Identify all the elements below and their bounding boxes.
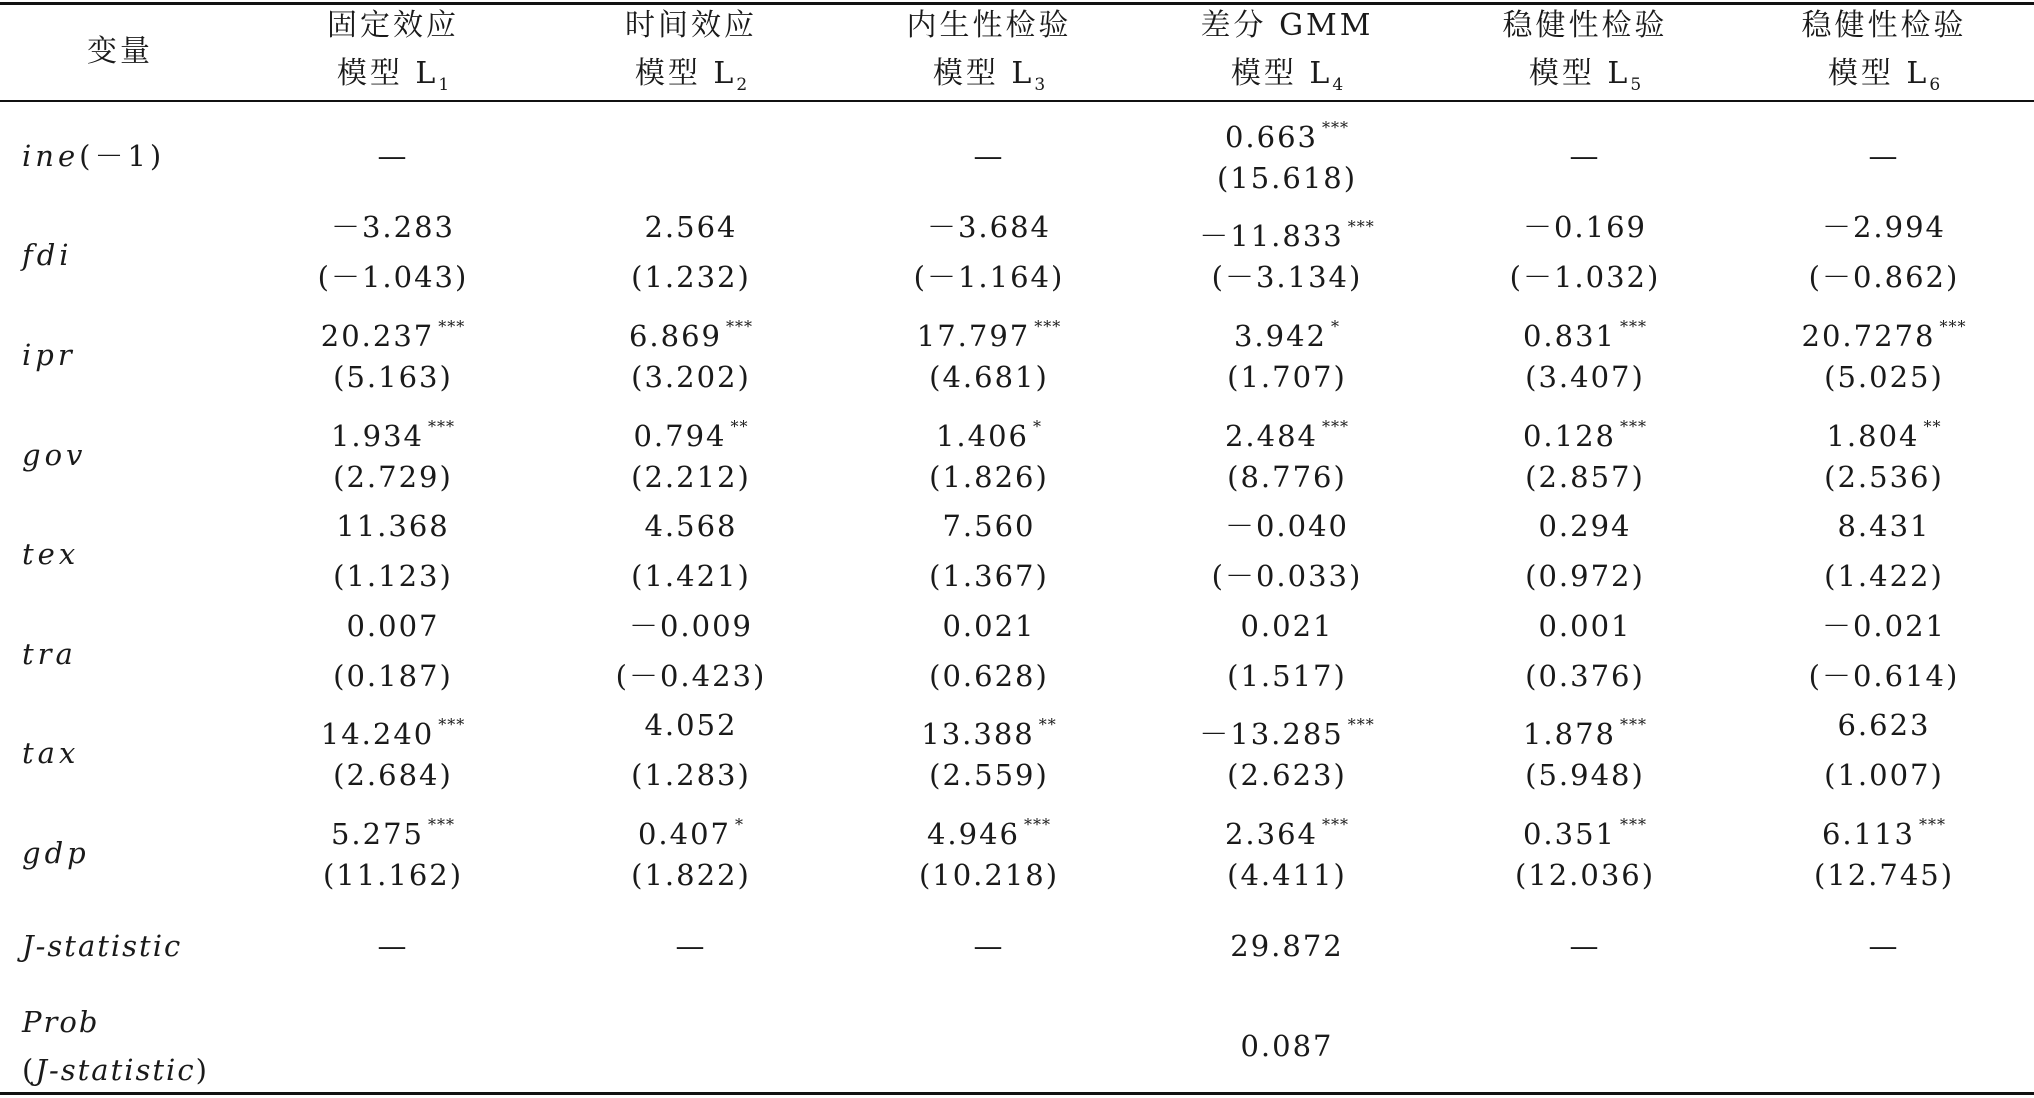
- coefficient-cell: [844, 138, 1134, 174]
- header-col-title: 时间效应: [625, 8, 757, 43]
- coefficient-cell: [1142, 608, 1432, 644]
- coefficient-value: 11.368: [336, 509, 450, 543]
- coefficient-value: 5.275: [330, 817, 425, 851]
- t-statistic-cell: (0.628): [929, 659, 1049, 693]
- coefficient-cell: [1142, 707, 1432, 752]
- coefficient-cell: [546, 409, 836, 454]
- coefficient-cell: [1739, 807, 2029, 852]
- t-statistic-cell: (－0.423): [615, 659, 767, 693]
- coefficient-cell: [844, 608, 1134, 644]
- coefficient-cell: [844, 409, 1134, 454]
- t-statistic-cell: (1.826): [929, 460, 1049, 494]
- prob-paren-open: (: [22, 1053, 36, 1087]
- coefficient-value: －3.684: [926, 210, 1052, 244]
- j-statistic-value: —: [973, 929, 1005, 963]
- coefficient-cell: [1440, 508, 1730, 544]
- coefficient-value: －0.009: [628, 609, 754, 643]
- significance-stars: ***: [726, 317, 754, 336]
- coefficient-value: 1.878: [1522, 717, 1617, 751]
- significance-stars: **: [1923, 417, 1942, 436]
- significance-stars: ***: [428, 417, 456, 436]
- row-variable-label: [22, 437, 86, 473]
- coefficient-cell: [546, 209, 836, 245]
- t-statistic-cell: (1.707): [1227, 360, 1347, 394]
- coefficient-cell: [844, 209, 1134, 245]
- coefficient-value: 0.128: [1522, 419, 1617, 453]
- coefficient-value: 6.869: [628, 319, 723, 353]
- t-statistic-cell: (－1.043): [317, 260, 469, 294]
- coefficient-cell: [1440, 707, 1730, 752]
- variable-name: gdp: [22, 836, 90, 870]
- coefficient-value: 3.942: [1233, 319, 1328, 353]
- coefficient-cell: [844, 807, 1134, 852]
- variable-name: tex: [22, 537, 80, 571]
- header-model-text: 模型 L: [1230, 56, 1333, 91]
- coefficient-value: －3.283: [330, 210, 456, 244]
- significance-stars: ***: [1620, 417, 1648, 436]
- coefficient-value: 0.794: [633, 419, 727, 453]
- t-statistic-cell: (2.857): [1525, 460, 1645, 494]
- coefficient-value: －2.994: [1821, 210, 1947, 244]
- t-statistic-cell: (2.729): [333, 460, 453, 494]
- t-statistic-cell: (10.218): [918, 858, 1060, 892]
- prob-paren-close: ): [195, 1053, 209, 1087]
- table-top-rule: [0, 2, 2034, 5]
- significance-stars: ***: [1620, 815, 1648, 834]
- significance-stars: **: [1038, 715, 1057, 734]
- row-variable-label: [22, 536, 79, 572]
- coefficient-cell: [1739, 608, 2029, 644]
- significance-stars: ***: [438, 715, 466, 734]
- coefficient-cell: [1142, 209, 1432, 254]
- row-variable-label: [22, 735, 79, 771]
- coefficient-cell: [248, 409, 538, 454]
- t-statistic-cell: (11.162): [322, 858, 464, 892]
- row-variable-label: [22, 835, 90, 871]
- t-statistic-cell: (5.948): [1525, 758, 1645, 792]
- coefficient-value: －0.021: [1821, 609, 1947, 643]
- header-col-model: [1142, 54, 1432, 105]
- significance-stars: ***: [1322, 417, 1350, 436]
- prob-value: 0.087: [1240, 1029, 1334, 1063]
- t-statistic-cell: (1.007): [1824, 758, 1944, 792]
- coefficient-cell: [1142, 309, 1432, 354]
- t-statistic-cell: (1.421): [631, 559, 751, 593]
- t-statistic-cell: (0.972): [1525, 559, 1645, 593]
- coefficient-cell: [1440, 608, 1730, 644]
- header-model-subscript: 6: [1929, 75, 1941, 95]
- coefficient-cell: [546, 309, 836, 354]
- t-statistic-cell: (－0.862): [1808, 260, 1960, 294]
- t-statistic-cell: (3.202): [631, 360, 751, 394]
- t-statistic-cell: (1.517): [1227, 659, 1347, 693]
- coefficient-value: —: [973, 139, 1005, 173]
- coefficient-cell: [248, 807, 538, 852]
- coefficient-value: 2.564: [644, 210, 738, 244]
- t-statistic-cell: (12.036): [1514, 858, 1656, 892]
- coefficient-cell: [1440, 138, 1730, 174]
- significance-stars: *: [1331, 317, 1341, 336]
- header-col-title: 差分 GMM: [1200, 8, 1374, 43]
- coefficient-value: 7.560: [942, 509, 1036, 543]
- coefficient-value: —: [1569, 139, 1601, 173]
- t-statistic-cell: (12.745): [1813, 858, 1955, 892]
- header-col-model: [1739, 54, 2029, 105]
- coefficient-cell: [1142, 807, 1432, 852]
- significance-stars: ***: [1034, 317, 1062, 336]
- coefficient-cell: [1440, 807, 1730, 852]
- significance-stars: ***: [1322, 118, 1350, 137]
- significance-stars: ***: [428, 815, 456, 834]
- coefficient-cell: [844, 707, 1134, 752]
- t-statistic-cell: (1.123): [333, 559, 453, 593]
- coefficient-value: 20.7278: [1801, 319, 1936, 353]
- coefficient-value: 0.021: [1240, 609, 1334, 643]
- header-model-subscript: 3: [1034, 75, 1046, 95]
- header-model-text: 模型 L: [336, 56, 439, 91]
- variable-name: ipr: [22, 338, 76, 372]
- t-statistic-cell: (4.411): [1227, 858, 1347, 892]
- coefficient-value: —: [377, 139, 409, 173]
- significance-stars: ***: [1620, 715, 1648, 734]
- j-statistic-value: —: [1569, 929, 1601, 963]
- header-col-model: [844, 54, 1134, 105]
- t-statistic-cell: (1.232): [631, 260, 751, 294]
- variable-name: fdi: [22, 238, 73, 272]
- significance-stars: ***: [1620, 317, 1648, 336]
- coefficient-cell: [248, 209, 538, 245]
- t-statistic-cell: (2.684): [333, 758, 453, 792]
- coefficient-value: －0.169: [1522, 210, 1648, 244]
- coefficient-value: 8.431: [1837, 509, 1931, 543]
- coefficient-cell: [1739, 209, 2029, 245]
- prob-label: Prob: [22, 1005, 100, 1039]
- coefficient-value: 2.364: [1224, 817, 1319, 851]
- t-statistic-cell: (－1.032): [1509, 260, 1661, 294]
- header-model-text: 模型 L: [634, 56, 737, 91]
- header-variable-label: 变量: [87, 34, 153, 69]
- j-statistic-value: —: [675, 929, 707, 963]
- coefficient-cell: [1739, 138, 2029, 174]
- coefficient-cell: [546, 807, 836, 852]
- coefficient-value: 0.351: [1522, 817, 1617, 851]
- coefficient-value: 2.484: [1224, 419, 1319, 453]
- coefficient-value: 14.240: [320, 717, 435, 751]
- coefficient-value: 6.113: [1821, 817, 1916, 851]
- coefficient-cell: [1739, 409, 2029, 454]
- coefficient-value: －11.833: [1199, 219, 1344, 253]
- header-model-subscript: 5: [1630, 75, 1642, 95]
- significance-stars: ***: [1024, 815, 1052, 834]
- prob-label-sub: [22, 1052, 209, 1088]
- coefficient-cell: [844, 508, 1134, 544]
- prob-j-statistic: J-statistic: [35, 1053, 196, 1087]
- t-statistic-cell: (2.559): [929, 758, 1049, 792]
- coefficient-value: 1.934: [330, 419, 425, 453]
- header-col-model: [546, 54, 836, 105]
- significance-stars: *: [1033, 417, 1043, 436]
- coefficient-value: 17.797: [916, 319, 1031, 353]
- t-statistic-cell: (1.283): [631, 758, 751, 792]
- coefficient-value: 20.237: [320, 319, 435, 353]
- significance-stars: ***: [1322, 815, 1350, 834]
- t-statistic-cell: (1.822): [631, 858, 751, 892]
- header-model-subscript: 1: [438, 75, 450, 95]
- header-col-title: 内生性检验: [906, 8, 1072, 43]
- coefficient-cell: [248, 138, 538, 174]
- t-statistic-cell: (－0.614): [1808, 659, 1960, 693]
- coefficient-cell: [1142, 508, 1432, 544]
- t-statistic-cell: (2.212): [631, 460, 751, 494]
- t-statistic-cell: (4.681): [929, 360, 1049, 394]
- t-statistic-cell: (5.163): [333, 360, 453, 394]
- significance-stars: ***: [1347, 715, 1375, 734]
- coefficient-cell: [1440, 209, 1730, 245]
- coefficient-cell: [546, 707, 836, 743]
- t-statistic-cell: (0.376): [1525, 659, 1645, 693]
- coefficient-value: 0.294: [1538, 509, 1632, 543]
- j-statistic-value: 29.872: [1230, 929, 1344, 963]
- header-model-text: 模型 L: [1528, 56, 1631, 91]
- t-statistic-cell: (1.422): [1824, 559, 1944, 593]
- coefficient-value: 1.406: [935, 419, 1030, 453]
- coefficient-value: 4.568: [644, 509, 738, 543]
- significance-stars: ***: [438, 317, 466, 336]
- t-statistic-cell: (2.536): [1824, 460, 1944, 494]
- coefficient-value: 0.007: [346, 609, 440, 643]
- coefficient-value: 6.623: [1837, 708, 1931, 742]
- t-statistic-cell: (2.623): [1227, 758, 1347, 792]
- coefficient-cell: [248, 309, 538, 354]
- coefficient-cell: [546, 608, 836, 644]
- header-col-title: 固定效应: [327, 8, 459, 43]
- coefficient-value: 0.663: [1224, 120, 1319, 154]
- coefficient-cell: [1142, 409, 1432, 454]
- coefficient-cell: [248, 707, 538, 752]
- variable-name: gov: [22, 438, 87, 472]
- row-variable-label: [22, 138, 165, 174]
- coefficient-value: 4.946: [926, 817, 1021, 851]
- header-col-title: 稳健性检验: [1502, 8, 1668, 43]
- coefficient-cell: [1142, 110, 1432, 155]
- table-bottom-rule: [0, 1092, 2034, 1095]
- coefficient-cell: [1739, 309, 2029, 354]
- coefficient-cell: [546, 508, 836, 544]
- coefficient-value: －13.285: [1199, 717, 1344, 751]
- coefficient-cell: [248, 608, 538, 644]
- coefficient-value: 13.388: [921, 717, 1035, 751]
- coefficient-value: 4.052: [644, 708, 738, 742]
- coefficient-value: 1.804: [1826, 419, 1920, 453]
- header-col-title: 稳健性检验: [1801, 8, 1967, 43]
- variable-name: tra: [22, 637, 77, 671]
- variable-name: tax: [22, 736, 80, 770]
- j-statistic-value: —: [377, 929, 409, 963]
- coefficient-value: －0.040: [1224, 509, 1350, 543]
- significance-stars: **: [730, 417, 749, 436]
- header-model-text: 模型 L: [1827, 56, 1930, 91]
- j-statistic-value: —: [1868, 929, 1900, 963]
- coefficient-cell: [1440, 309, 1730, 354]
- header-col-model: [248, 54, 538, 105]
- t-statistic-cell: (－3.134): [1211, 260, 1363, 294]
- coefficient-cell: [1739, 707, 2029, 743]
- variable-name: ine: [22, 139, 80, 173]
- t-statistic-cell: (－0.033): [1211, 559, 1363, 593]
- t-statistic-cell: (8.776): [1227, 460, 1347, 494]
- coefficient-value: 0.407: [637, 817, 732, 851]
- t-statistic-cell: (－1.164): [913, 260, 1065, 294]
- t-statistic-cell: (3.407): [1525, 360, 1645, 394]
- j-statistic-label: J-statistic: [22, 929, 183, 963]
- coefficient-cell: [844, 309, 1134, 354]
- row-variable-label: [22, 337, 76, 373]
- significance-stars: ***: [1347, 217, 1375, 236]
- significance-stars: *: [735, 815, 745, 834]
- row-variable-label: [22, 237, 73, 273]
- t-statistic-cell: (1.367): [929, 559, 1049, 593]
- t-statistic-cell: (15.618): [1216, 161, 1358, 195]
- coefficient-value: 0.831: [1522, 319, 1617, 353]
- t-statistic-cell: (0.187): [333, 659, 453, 693]
- coefficient-cell: [1739, 508, 2029, 544]
- header-col-model: [1440, 54, 1730, 105]
- header-model-subscript: 2: [736, 75, 748, 95]
- coefficient-cell: [248, 508, 538, 544]
- row-variable-label: [22, 636, 77, 672]
- significance-stars: ***: [1919, 815, 1947, 834]
- coefficient-cell: [1440, 409, 1730, 454]
- coefficient-value: —: [1868, 139, 1900, 173]
- significance-stars: ***: [1939, 317, 1967, 336]
- variable-lag: (－1): [79, 139, 166, 173]
- header-model-text: 模型 L: [932, 56, 1035, 91]
- coefficient-value: 0.021: [942, 609, 1036, 643]
- t-statistic-cell: (5.025): [1824, 360, 1944, 394]
- header-model-subscript: 4: [1332, 75, 1344, 95]
- coefficient-value: 0.001: [1538, 609, 1632, 643]
